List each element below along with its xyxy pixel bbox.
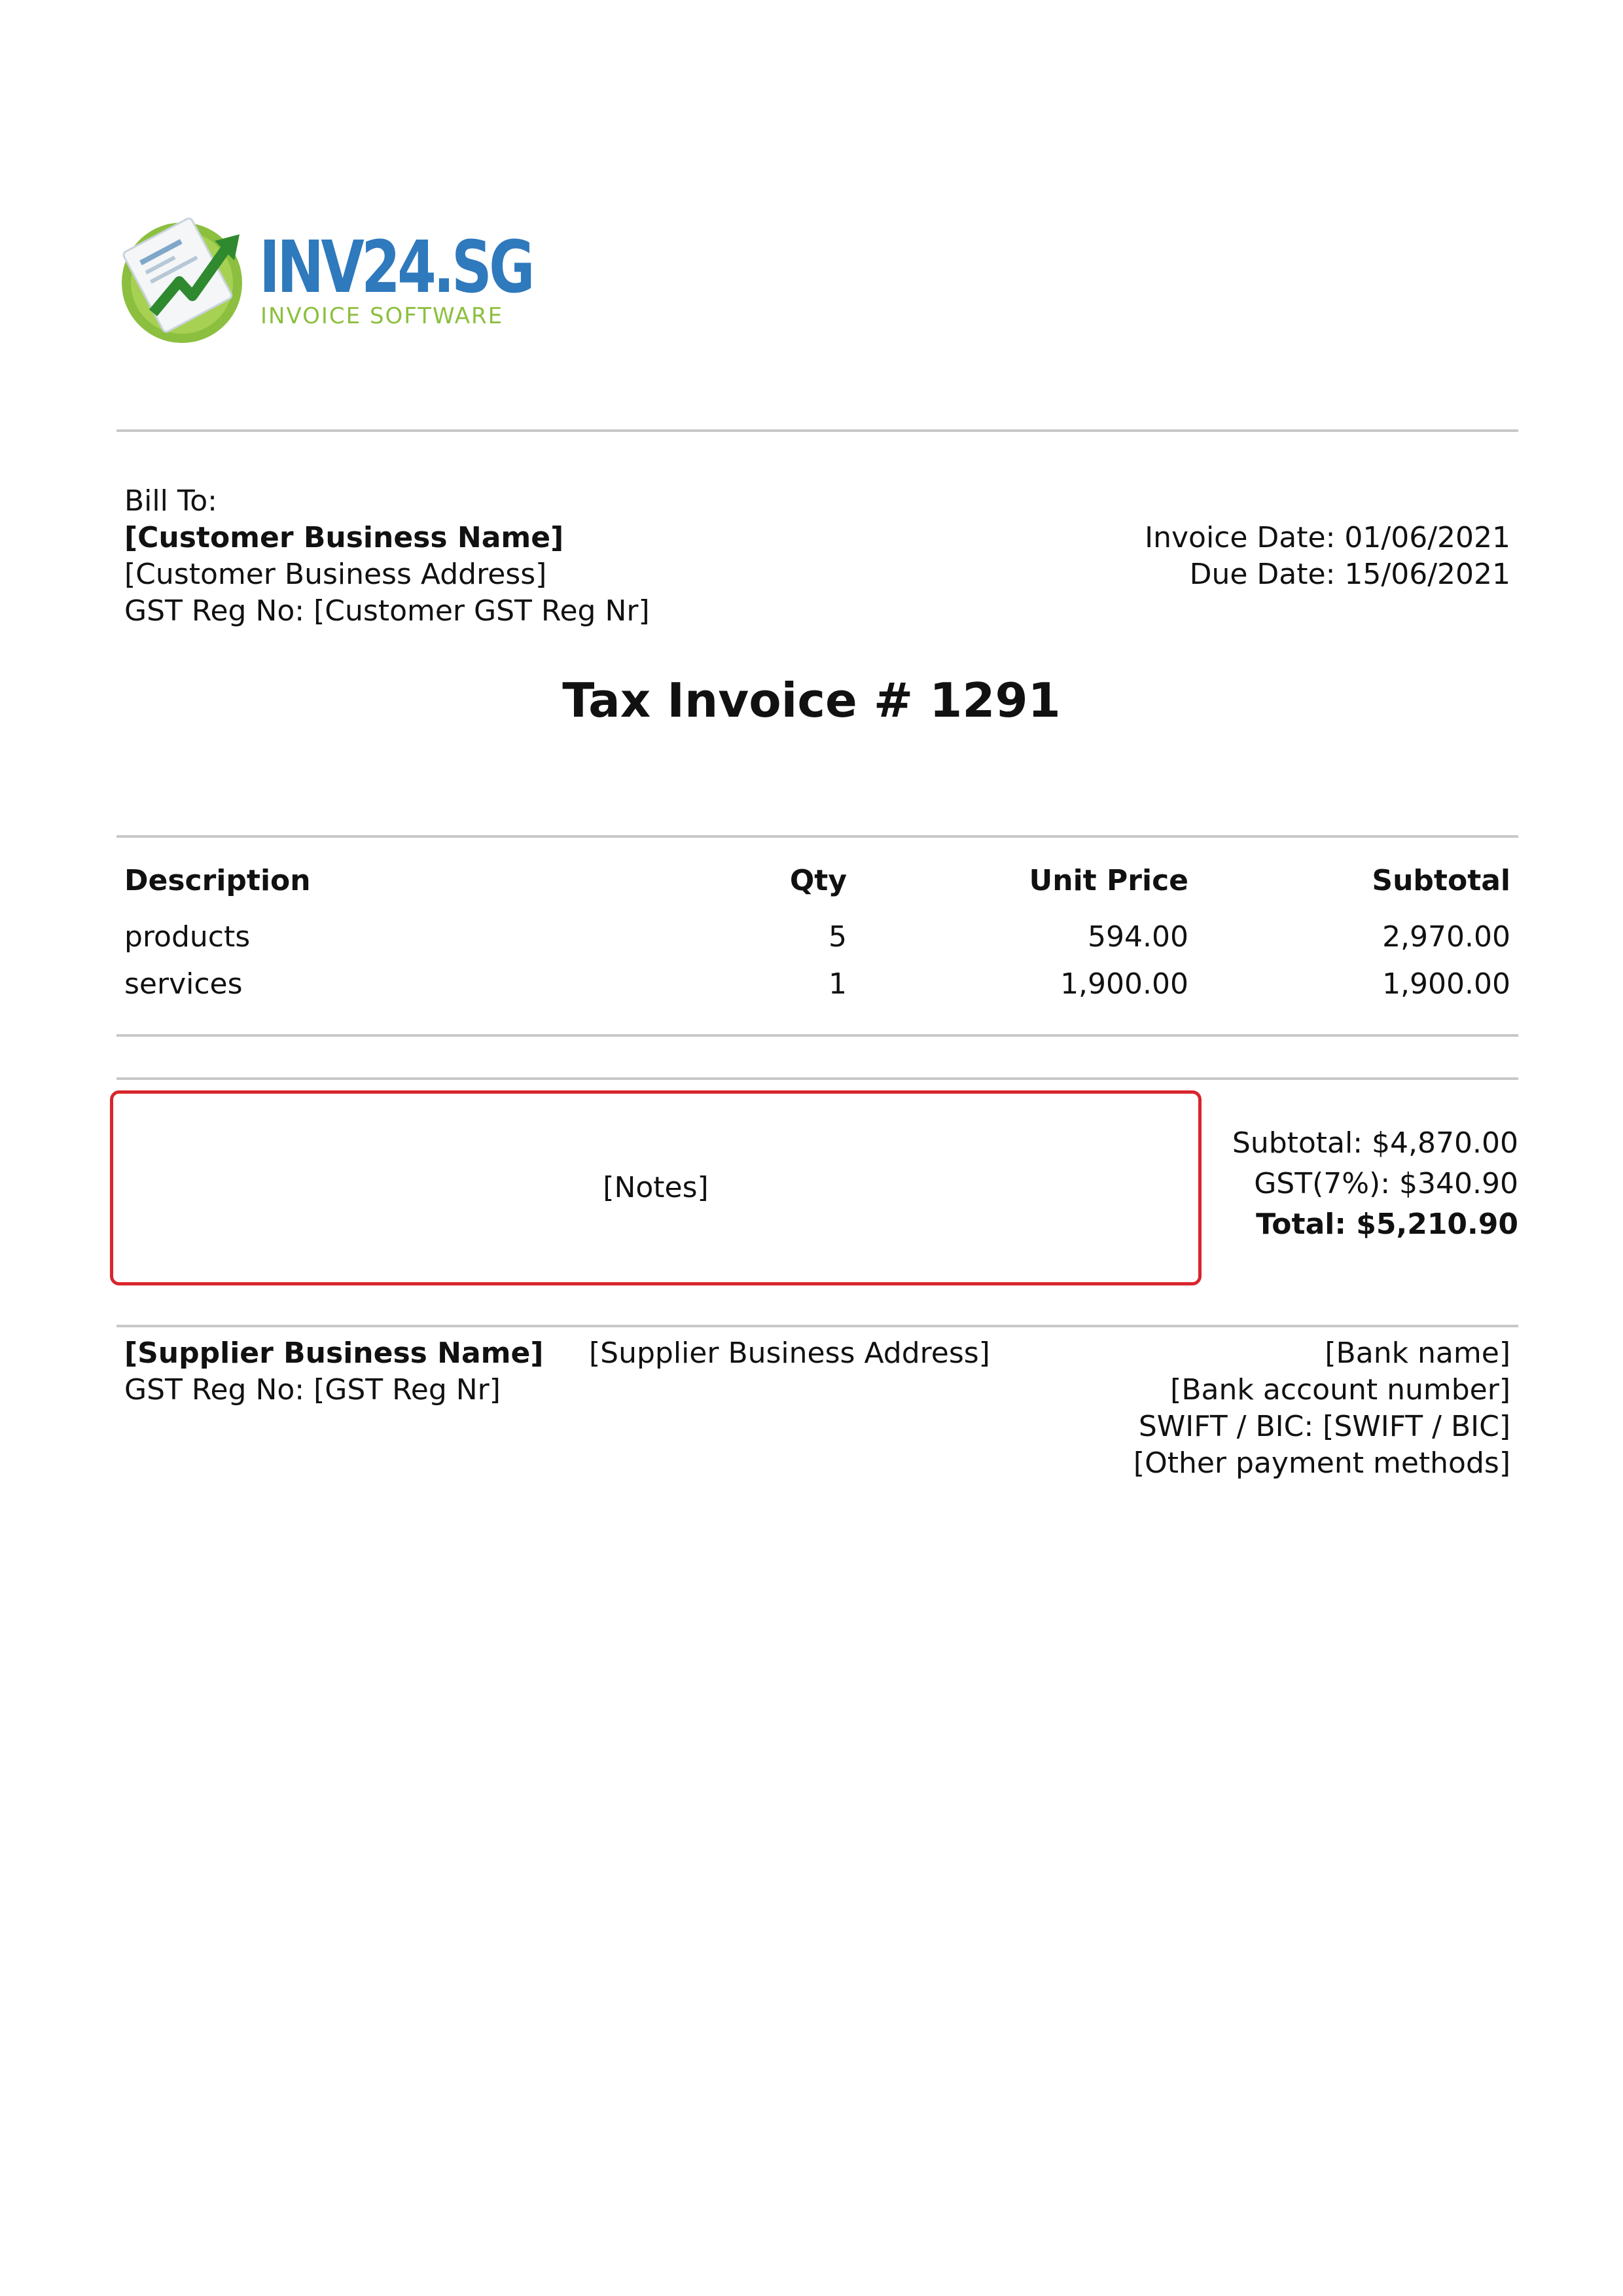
table-row (0, 919, 1623, 965)
supplier-address-block (589, 1335, 990, 1372)
logo-emblem-icon (116, 208, 247, 346)
bank-name: [Bank name] (1325, 1336, 1510, 1370)
logo-brand-name: INV24.SG (259, 225, 532, 309)
header-subtotal: Subtotal (1372, 864, 1510, 897)
customer-gst: GST Reg No: [Customer GST Reg Nr] (124, 594, 650, 628)
bank-swift: SWIFT / BIC: [SWIFT / BIC] (1138, 1410, 1510, 1443)
bank-other-payment: [Other payment methods] (1133, 1446, 1510, 1480)
customer-name: [Customer Business Name] (124, 521, 564, 554)
notes-box (110, 1090, 1202, 1285)
header-unit-price: Unit Price (1029, 864, 1188, 897)
invoice-dates (1145, 520, 1510, 593)
header-divider (116, 429, 1518, 432)
row-description: services (124, 967, 243, 1001)
supplier-gst: GST Reg No: [GST Reg Nr] (124, 1373, 501, 1407)
logo-tagline: INVOICE SOFTWARE (260, 303, 504, 329)
bill-to-label: Bill To: (124, 484, 217, 518)
row-qty: 5 (829, 920, 847, 954)
company-logo (116, 208, 532, 346)
row-description: products (124, 920, 251, 954)
bill-to-block (124, 483, 650, 630)
supplier-address: [Supplier Business Address] (589, 1336, 990, 1370)
table-header-row (0, 863, 1623, 908)
bank-account: [Bank account number] (1170, 1373, 1510, 1407)
header-qty: Qty (789, 864, 847, 897)
header-description: Description (124, 864, 311, 897)
supplier-block (124, 1335, 543, 1408)
notes-text: [Notes] (603, 1171, 709, 1204)
footer-divider (116, 1325, 1518, 1327)
invoice-title: Tax Invoice # 1291 (562, 673, 1061, 728)
invoice-date: Invoice Date: 01/06/2021 (1145, 521, 1510, 554)
row-qty: 1 (829, 967, 847, 1001)
table-top-divider (116, 835, 1518, 838)
totals-subtotal: Subtotal: $4,870.00 (1232, 1126, 1518, 1160)
row-unit-price: 594.00 (1088, 920, 1188, 954)
row-subtotal: 2,970.00 (1382, 920, 1510, 954)
row-subtotal: 1,900.00 (1382, 967, 1510, 1001)
totals-top-divider (116, 1077, 1518, 1080)
table-bottom-divider (116, 1034, 1518, 1037)
due-date: Due Date: 15/06/2021 (1189, 558, 1510, 591)
table-row (0, 966, 1623, 1012)
totals-total: Total: $5,210.90 (1256, 1208, 1518, 1241)
totals-block (1232, 1123, 1518, 1245)
totals-gst: GST(7%): $340.90 (1254, 1167, 1518, 1200)
row-unit-price: 1,900.00 (1060, 967, 1188, 1001)
supplier-name: [Supplier Business Name] (124, 1336, 544, 1370)
bank-details (1133, 1335, 1510, 1482)
customer-address: [Customer Business Address] (124, 558, 547, 591)
